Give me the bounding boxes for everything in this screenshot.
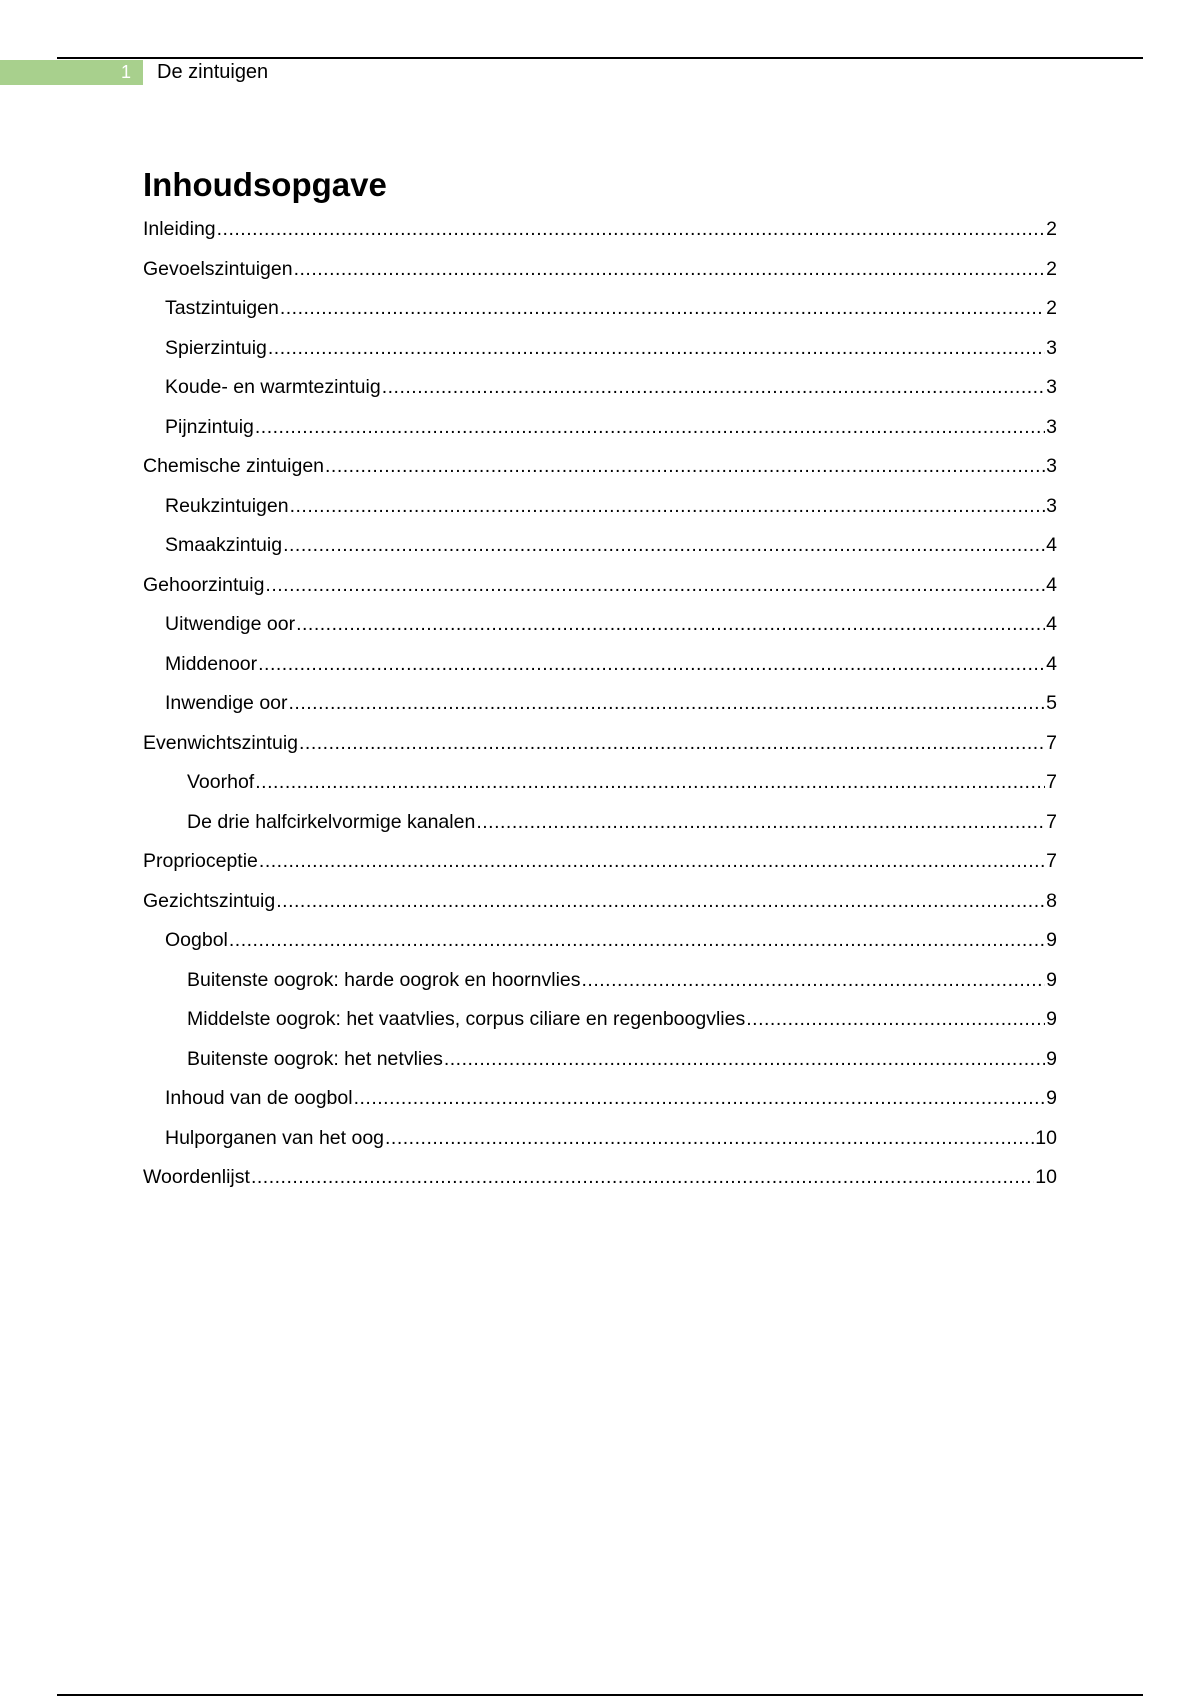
- toc-dot-leader: [229, 921, 1045, 961]
- toc-dot-leader: [444, 1040, 1045, 1080]
- toc-entry-label: Proprioceptie: [143, 850, 258, 872]
- toc-entry-page: 9: [1046, 1087, 1057, 1109]
- toc-dot-leader: [251, 1158, 1034, 1198]
- toc-entry-page: 2: [1046, 257, 1057, 280]
- toc-entry-page: 4: [1046, 534, 1057, 556]
- toc-entry-label: Uitwendige oor: [165, 613, 296, 635]
- toc-entry-label: Woordenlijst: [143, 1166, 250, 1188]
- toc-entry-page: 3: [1046, 455, 1057, 477]
- toc-entry[interactable]: [143, 842, 1057, 882]
- toc-entry-page: 4: [1046, 613, 1057, 635]
- toc-dot-leader: [217, 210, 1046, 250]
- toc-entry[interactable]: [143, 645, 1057, 685]
- toc-dot-leader: [276, 882, 1045, 922]
- toc-entry[interactable]: [143, 1040, 1057, 1080]
- toc-entry[interactable]: [143, 1000, 1057, 1040]
- toc-dot-leader: [259, 842, 1045, 882]
- header-rule: [57, 57, 1143, 59]
- toc-entry[interactable]: [143, 882, 1057, 922]
- toc-entry-page: 7: [1046, 771, 1057, 793]
- toc-entry-label: Middenoor: [165, 652, 258, 675]
- toc-dot-leader: [299, 724, 1045, 764]
- toc-entry-page: 8: [1046, 889, 1057, 912]
- toc-dot-leader: [582, 961, 1046, 1001]
- toc-entry[interactable]: [143, 368, 1057, 408]
- toc-section: [143, 160, 1057, 1198]
- toc-dot-leader: [258, 645, 1045, 685]
- toc-entry-label: De drie halfcirkelvormige kanalen: [187, 810, 476, 833]
- toc-entry-label: Buitenste oogrok: harde oogrok en hoornvlies: [187, 968, 581, 991]
- toc-list: [143, 210, 1057, 1198]
- toc-dot-leader: [382, 368, 1045, 408]
- toc-entry[interactable]: [143, 329, 1057, 369]
- page-number: 1: [120, 62, 131, 82]
- toc-dot-leader: [255, 408, 1045, 448]
- toc-entry[interactable]: [143, 961, 1057, 1001]
- toc-entry-label: Chemische zintuigen: [143, 455, 325, 477]
- toc-entry-page: 3: [1046, 336, 1057, 359]
- toc-entry-label: Evenwichtszintuig: [143, 731, 298, 754]
- toc-dot-leader: [746, 1000, 1045, 1040]
- toc-entry-page: 7: [1046, 850, 1057, 872]
- toc-entry-label: Gevoelszintuigen: [143, 257, 293, 280]
- toc-entry-label: Tastzintuigen: [165, 297, 279, 319]
- toc-dot-leader: [289, 684, 1046, 724]
- toc-entry[interactable]: [143, 724, 1057, 764]
- toc-entry-page: 2: [1046, 297, 1057, 319]
- toc-entry[interactable]: [143, 526, 1057, 566]
- toc-entry-page: 4: [1046, 573, 1057, 596]
- header-title: De zintuigen: [157, 61, 269, 83]
- toc-entry[interactable]: [143, 447, 1057, 487]
- toc-entry-label: Voorhof: [187, 771, 255, 793]
- toc-entry-page: 4: [1046, 652, 1057, 675]
- toc-entry-page: 3: [1046, 376, 1057, 398]
- toc-entry-label: Gehoorzintuig: [143, 573, 265, 596]
- toc-entry-page: 9: [1046, 1008, 1057, 1030]
- toc-entry-label: Hulporganen van het oog: [165, 1126, 385, 1149]
- toc-entry-page: 9: [1046, 968, 1057, 991]
- toc-entry[interactable]: [143, 210, 1057, 250]
- toc-entry-label: Gezichtszintuig: [143, 889, 276, 912]
- toc-entry[interactable]: [143, 605, 1057, 645]
- footer-rule: [57, 1694, 1143, 1696]
- toc-entry[interactable]: [143, 1158, 1057, 1198]
- toc-entry-label: Koude- en warmtezintuig: [165, 376, 381, 398]
- toc-dot-leader: [294, 250, 1046, 290]
- toc-entry[interactable]: [143, 289, 1057, 329]
- toc-entry-label: Buitenste oogrok: het netvlies: [187, 1047, 443, 1070]
- toc-entry-page: 3: [1046, 494, 1057, 517]
- toc-dot-leader: [354, 1079, 1046, 1119]
- toc-entry[interactable]: [143, 408, 1057, 448]
- toc-entry-page: 5: [1046, 692, 1057, 714]
- toc-entry-label: Inleiding: [143, 218, 216, 240]
- toc-entry-label: Inwendige oor: [165, 692, 288, 714]
- toc-dot-leader: [255, 763, 1045, 803]
- toc-entry-page: 10: [1035, 1166, 1057, 1188]
- toc-entry-page: 9: [1046, 1047, 1057, 1070]
- toc-entry-page: 3: [1046, 415, 1057, 438]
- toc-entry-label: Spierzintuig: [165, 336, 267, 359]
- toc-entry-label: Inhoud van de oogbol: [165, 1087, 353, 1109]
- toc-entry[interactable]: [143, 250, 1057, 290]
- toc-entry[interactable]: [143, 921, 1057, 961]
- toc-dot-leader: [280, 289, 1045, 329]
- toc-entry-page: 7: [1046, 731, 1057, 754]
- toc-dot-leader: [325, 447, 1045, 487]
- toc-dot-leader: [268, 329, 1045, 369]
- toc-dot-leader: [265, 566, 1045, 606]
- toc-dot-leader: [296, 605, 1045, 645]
- toc-entry-page: 10: [1035, 1126, 1057, 1149]
- toc-entry-page: 7: [1046, 810, 1057, 833]
- toc-entry[interactable]: [143, 1119, 1057, 1159]
- toc-entry-label: Oogbol: [165, 929, 228, 951]
- toc-entry-label: Pijnzintuig: [165, 415, 254, 438]
- toc-entry[interactable]: [143, 803, 1057, 843]
- toc-entry[interactable]: [143, 763, 1057, 803]
- toc-entry-page: 2: [1046, 218, 1057, 240]
- toc-entry[interactable]: [143, 1079, 1057, 1119]
- toc-dot-leader: [290, 487, 1046, 527]
- toc-heading: Inhoudsopgave: [143, 166, 387, 203]
- toc-entry[interactable]: [143, 684, 1057, 724]
- toc-entry-label: Middelste oogrok: het vaatvlies, corpus ciliare en regenboogvlies: [187, 1008, 746, 1030]
- toc-dot-leader: [283, 526, 1045, 566]
- toc-entry-label: Smaakzintuig: [165, 534, 283, 556]
- toc-dot-leader: [476, 803, 1045, 843]
- page-number-block: [0, 60, 143, 85]
- toc-entry[interactable]: [143, 566, 1057, 606]
- toc-entry[interactable]: [143, 487, 1057, 527]
- toc-entry-page: 9: [1046, 929, 1057, 951]
- toc-dot-leader: [385, 1119, 1034, 1159]
- toc-entry-label: Reukzintuigen: [165, 494, 289, 517]
